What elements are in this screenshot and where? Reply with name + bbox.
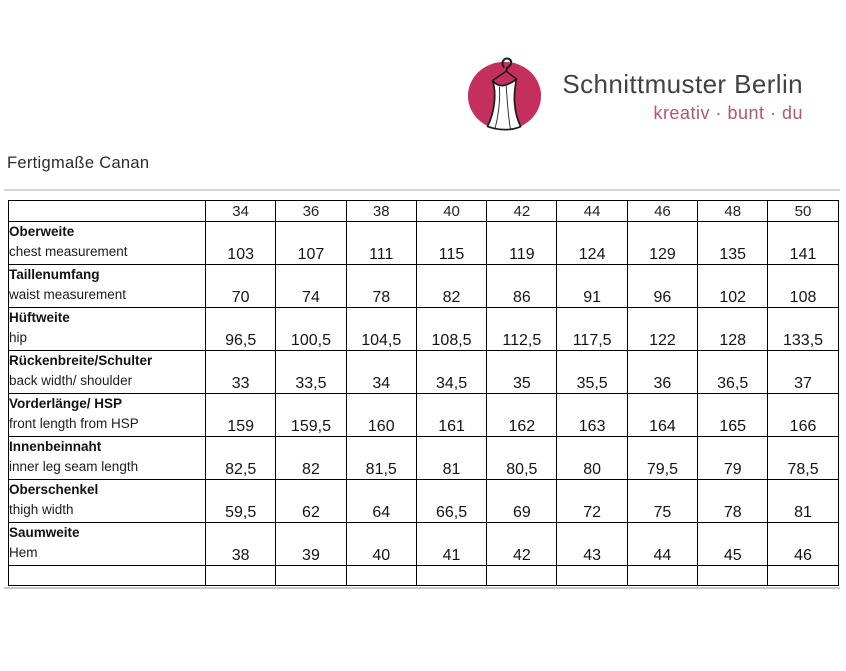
empty-cell <box>416 566 486 586</box>
measurement-value: 45 <box>698 523 768 566</box>
measurement-value: 43 <box>557 523 627 566</box>
measurement-label-de: Saumweite <box>9 525 80 540</box>
measurement-value: 69 <box>487 480 557 523</box>
measurement-value: 74 <box>276 265 346 308</box>
measurement-value: 112,5 <box>487 308 557 351</box>
measurement-value: 163 <box>557 394 627 437</box>
table-corner-cell <box>9 201 206 222</box>
brand-logo <box>462 55 803 135</box>
measurement-value: 75 <box>627 480 697 523</box>
measurement-value: 36,5 <box>698 351 768 394</box>
measurement-label-en: inner leg seam length <box>9 458 139 474</box>
measurement-label-en: chest measurement <box>9 243 128 259</box>
measurement-label-en: Hem <box>9 544 38 560</box>
measurement-value: 162 <box>487 394 557 437</box>
measurement-value: 59,5 <box>206 480 276 523</box>
measurement-label-en: back width/ shoulder <box>9 372 133 388</box>
measurement-value: 35,5 <box>557 351 627 394</box>
measurement-value: 46 <box>768 523 838 566</box>
top-rule <box>4 189 840 191</box>
measurement-value: 135 <box>698 222 768 265</box>
size-column-header: 50 <box>768 201 838 222</box>
table-body <box>9 201 839 586</box>
empty-cell <box>206 566 276 586</box>
dress-on-hanger-icon <box>462 55 547 135</box>
measurement-label-en: front length from HSP <box>9 415 139 431</box>
measurement-value: 117,5 <box>557 308 627 351</box>
measurement-row <box>9 437 839 480</box>
empty-cell <box>698 566 768 586</box>
measurement-value: 44 <box>627 523 697 566</box>
measurement-value: 62 <box>276 480 346 523</box>
measurement-value: 42 <box>487 523 557 566</box>
measurement-value: 78 <box>346 265 416 308</box>
measurement-value: 119 <box>487 222 557 265</box>
measurement-value: 64 <box>346 480 416 523</box>
measurement-label-cell <box>9 523 206 566</box>
measurement-value: 103 <box>206 222 276 265</box>
measurement-value: 35 <box>487 351 557 394</box>
measurement-value: 81 <box>768 480 838 523</box>
measurement-value: 164 <box>627 394 697 437</box>
measurement-value: 111 <box>346 222 416 265</box>
measurement-value: 40 <box>346 523 416 566</box>
measurement-value: 115 <box>416 222 486 265</box>
size-column-header: 36 <box>276 201 346 222</box>
measurement-value: 159 <box>206 394 276 437</box>
measurement-value: 72 <box>557 480 627 523</box>
measurement-value: 108 <box>768 265 838 308</box>
measurement-label-de: Innenbeinnaht <box>9 439 102 454</box>
measurement-value: 107 <box>276 222 346 265</box>
measurement-value: 80 <box>557 437 627 480</box>
measurement-label-cell <box>9 308 206 351</box>
measurement-value: 82,5 <box>206 437 276 480</box>
brand-name: Schnittmuster Berlin <box>562 69 803 99</box>
measurement-label-cell <box>9 351 206 394</box>
measurement-value: 161 <box>416 394 486 437</box>
measurement-value: 165 <box>698 394 768 437</box>
measurement-label-cell <box>9 480 206 523</box>
measurement-label-en: thigh width <box>9 501 74 517</box>
size-column-header: 48 <box>698 201 768 222</box>
measurement-value: 66,5 <box>416 480 486 523</box>
measurement-label-de: Rückenbreite/Schulter <box>9 353 153 368</box>
measurement-value: 81 <box>416 437 486 480</box>
measurement-value: 100,5 <box>276 308 346 351</box>
measurement-value: 78,5 <box>768 437 838 480</box>
measurement-value: 81,5 <box>346 437 416 480</box>
measurement-label-de: Oberschenkel <box>9 482 99 497</box>
measurement-value: 160 <box>346 394 416 437</box>
measurement-value: 124 <box>557 222 627 265</box>
measurement-value: 78 <box>698 480 768 523</box>
measurement-label-en: hip <box>9 329 28 345</box>
measurement-value: 159,5 <box>276 394 346 437</box>
empty-row <box>9 566 839 586</box>
measurement-value: 96,5 <box>206 308 276 351</box>
measurement-label-cell <box>9 394 206 437</box>
measurement-value: 80,5 <box>487 437 557 480</box>
empty-cell <box>768 566 838 586</box>
empty-cell <box>9 566 206 586</box>
empty-cell <box>487 566 557 586</box>
measurement-label-cell <box>9 265 206 308</box>
measurement-value: 129 <box>627 222 697 265</box>
measurement-row <box>9 351 839 394</box>
measurement-value: 102 <box>698 265 768 308</box>
measurement-value: 38 <box>206 523 276 566</box>
measurement-value: 133,5 <box>768 308 838 351</box>
measurement-value: 70 <box>206 265 276 308</box>
measurement-row <box>9 222 839 265</box>
empty-cell <box>346 566 416 586</box>
measurement-value: 34,5 <box>416 351 486 394</box>
measurement-row <box>9 523 839 566</box>
measurement-label-de: Vorderlänge/ HSP <box>9 396 123 411</box>
size-column-header: 34 <box>206 201 276 222</box>
measurement-value: 82 <box>416 265 486 308</box>
bottom-rule <box>4 587 840 589</box>
measurement-label-cell <box>9 437 206 480</box>
measurement-label-en: waist measurement <box>9 286 127 302</box>
measurement-value: 33 <box>206 351 276 394</box>
measurement-value: 37 <box>768 351 838 394</box>
measurement-value: 39 <box>276 523 346 566</box>
measurement-value: 141 <box>768 222 838 265</box>
measurement-value: 104,5 <box>346 308 416 351</box>
size-table <box>8 200 839 586</box>
measurement-value: 33,5 <box>276 351 346 394</box>
measurement-label-cell <box>9 222 206 265</box>
brand-tagline: kreativ · bunt · du <box>653 103 803 123</box>
empty-cell <box>557 566 627 586</box>
size-column-header: 42 <box>487 201 557 222</box>
size-column-header: 40 <box>416 201 486 222</box>
size-column-header: 46 <box>627 201 697 222</box>
size-column-header: 38 <box>346 201 416 222</box>
measurement-row <box>9 308 839 351</box>
measurement-value: 108,5 <box>416 308 486 351</box>
page-title: Fertigmaße Canan <box>7 154 150 172</box>
measurement-value: 79,5 <box>627 437 697 480</box>
measurement-value: 91 <box>557 265 627 308</box>
measurement-value: 122 <box>627 308 697 351</box>
measurement-row <box>9 394 839 437</box>
measurement-value: 41 <box>416 523 486 566</box>
measurement-label-de: Taillenumfang <box>9 267 100 282</box>
measurement-value: 82 <box>276 437 346 480</box>
measurement-label-de: Oberweite <box>9 224 75 239</box>
brand-text <box>559 55 803 124</box>
empty-cell <box>276 566 346 586</box>
measurement-value: 128 <box>698 308 768 351</box>
measurement-value: 79 <box>698 437 768 480</box>
measurement-value: 34 <box>346 351 416 394</box>
measurement-label-de: Hüftweite <box>9 310 70 325</box>
measurement-value: 36 <box>627 351 697 394</box>
measurement-value: 96 <box>627 265 697 308</box>
measurement-value: 166 <box>768 394 838 437</box>
measurement-row <box>9 265 839 308</box>
measurement-row <box>9 480 839 523</box>
table-header-row <box>9 201 839 222</box>
size-column-header: 44 <box>557 201 627 222</box>
empty-cell <box>627 566 697 586</box>
measurement-value: 86 <box>487 265 557 308</box>
